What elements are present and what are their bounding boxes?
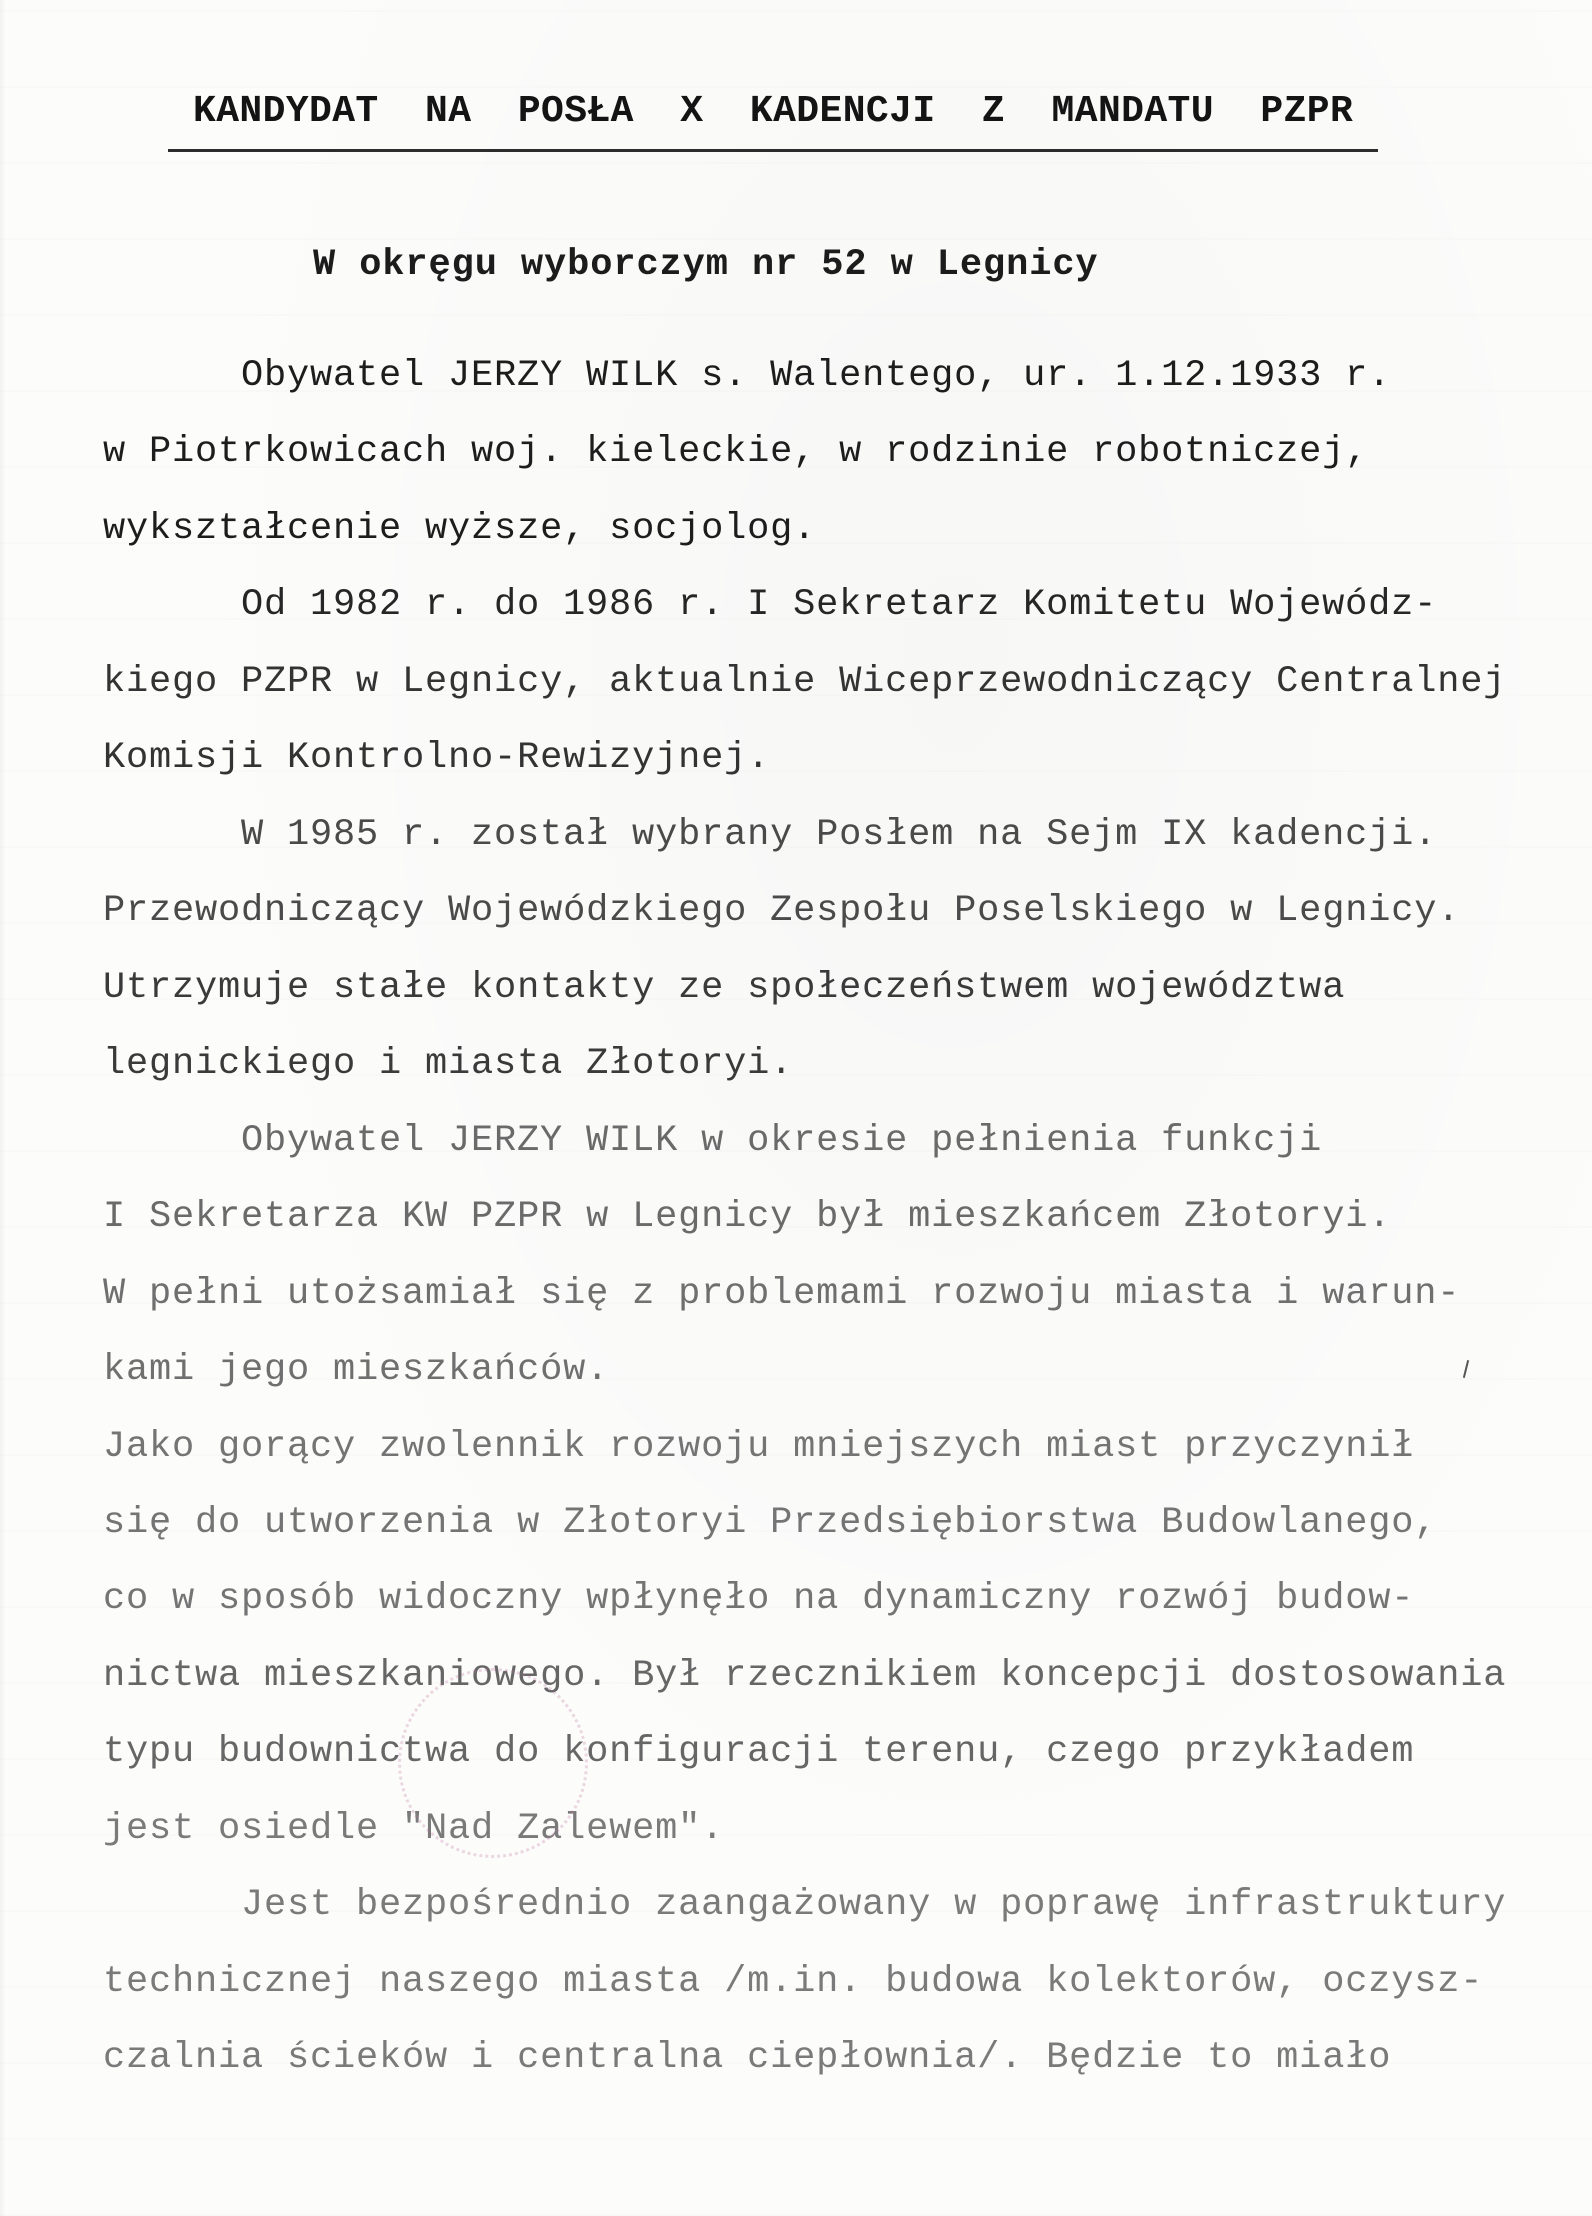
paragraph-sejm-line: W 1985 r. został wybrany Posłem na Sejm IX kadencji. — [241, 814, 1438, 856]
paragraph-zlotoryja-line: co w sposób widoczny wpłynęło na dynamiczny rozwój budow- — [103, 1578, 1415, 1620]
paragraph-zlotoryja-line: W pełni utożsamiał się z problemami rozwoju miasta i warun- — [103, 1273, 1461, 1315]
paragraph-biography-line: w Piotrkowicach woj. kieleckie, w rodzinie robotniczej, — [103, 431, 1369, 473]
paragraph-sejm-line: Przewodniczący Wojewódzkiego Zespołu Poselskiego w Legnicy. — [103, 890, 1461, 932]
paragraph-career-line: Od 1982 r. do 1986 r. I Sekretarz Komitetu Wojewódz- — [241, 584, 1438, 626]
faded-stamp-mark — [398, 1668, 588, 1858]
paragraph-sejm-line: Utrzymuje stałe kontakty ze społeczeństwem województwa — [103, 967, 1346, 1009]
title-underline — [168, 149, 1378, 152]
paragraph-zlotoryja-line: Jako gorący zwolennik rozwoju mniejszych miast przyczynił — [103, 1426, 1415, 1468]
paragraph-biography-line: Obywatel JERZY WILK s. Walentego, ur. 1.12.1933 r. — [241, 355, 1392, 397]
paragraph-zlotoryja-line: nictwa mieszkaniowego. Był rzecznikiem koncepcji dostosowania — [103, 1655, 1507, 1697]
paragraph-career-line: Komisji Kontrolno-Rewizyjnej. — [103, 737, 771, 779]
page-edge-shadow — [0, 0, 6, 2216]
paragraph-zlotoryja-line: kami jego mieszkańców. — [103, 1349, 610, 1391]
paragraph-infrastructure-line: Jest bezpośrednio zaangażowany w poprawę infrastruktury — [241, 1884, 1507, 1926]
paragraph-infrastructure-line: technicznej naszego miasta /m.in. budowa kolektorów, oczysz- — [103, 1961, 1484, 2003]
paragraph-career-line: kiego PZPR w Legnicy, aktualnie Wiceprzewodniczący Centralnej — [103, 661, 1507, 703]
stray-pen-mark — [1463, 1360, 1469, 1378]
paragraph-biography-line: wykształcenie wyższe, socjolog. — [103, 508, 817, 550]
paragraph-zlotoryja-line: I Sekretarza KW PZPR w Legnicy był mieszkańcem Złotoryi. — [103, 1196, 1392, 1238]
paragraph-zlotoryja-line: typu budownictwa do konfiguracji terenu, czego przykładem — [103, 1731, 1415, 1773]
document-title: KANDYDAT NA POSŁA X KADENCJI Z MANDATU PZPR — [193, 90, 1354, 133]
paragraph-zlotoryja-line: jest osiedle "Nad Zalewem". — [103, 1808, 725, 1850]
paragraph-zlotoryja-line: Obywatel JERZY WILK w okresie pełnienia funkcji — [241, 1120, 1323, 1162]
paragraph-sejm-line: legnickiego i miasta Złotoryi. — [103, 1043, 794, 1085]
electoral-district-heading: W okręgu wyborczym nr 52 w Legnicy — [313, 244, 1099, 286]
paragraph-infrastructure-line: czalnia ścieków i centralna ciepłownia/. Będzie to miało — [103, 2037, 1392, 2079]
paragraph-zlotoryja-line: się do utworzenia w Złotoryi Przedsiębiorstwa Budowlanego, — [103, 1502, 1438, 1544]
